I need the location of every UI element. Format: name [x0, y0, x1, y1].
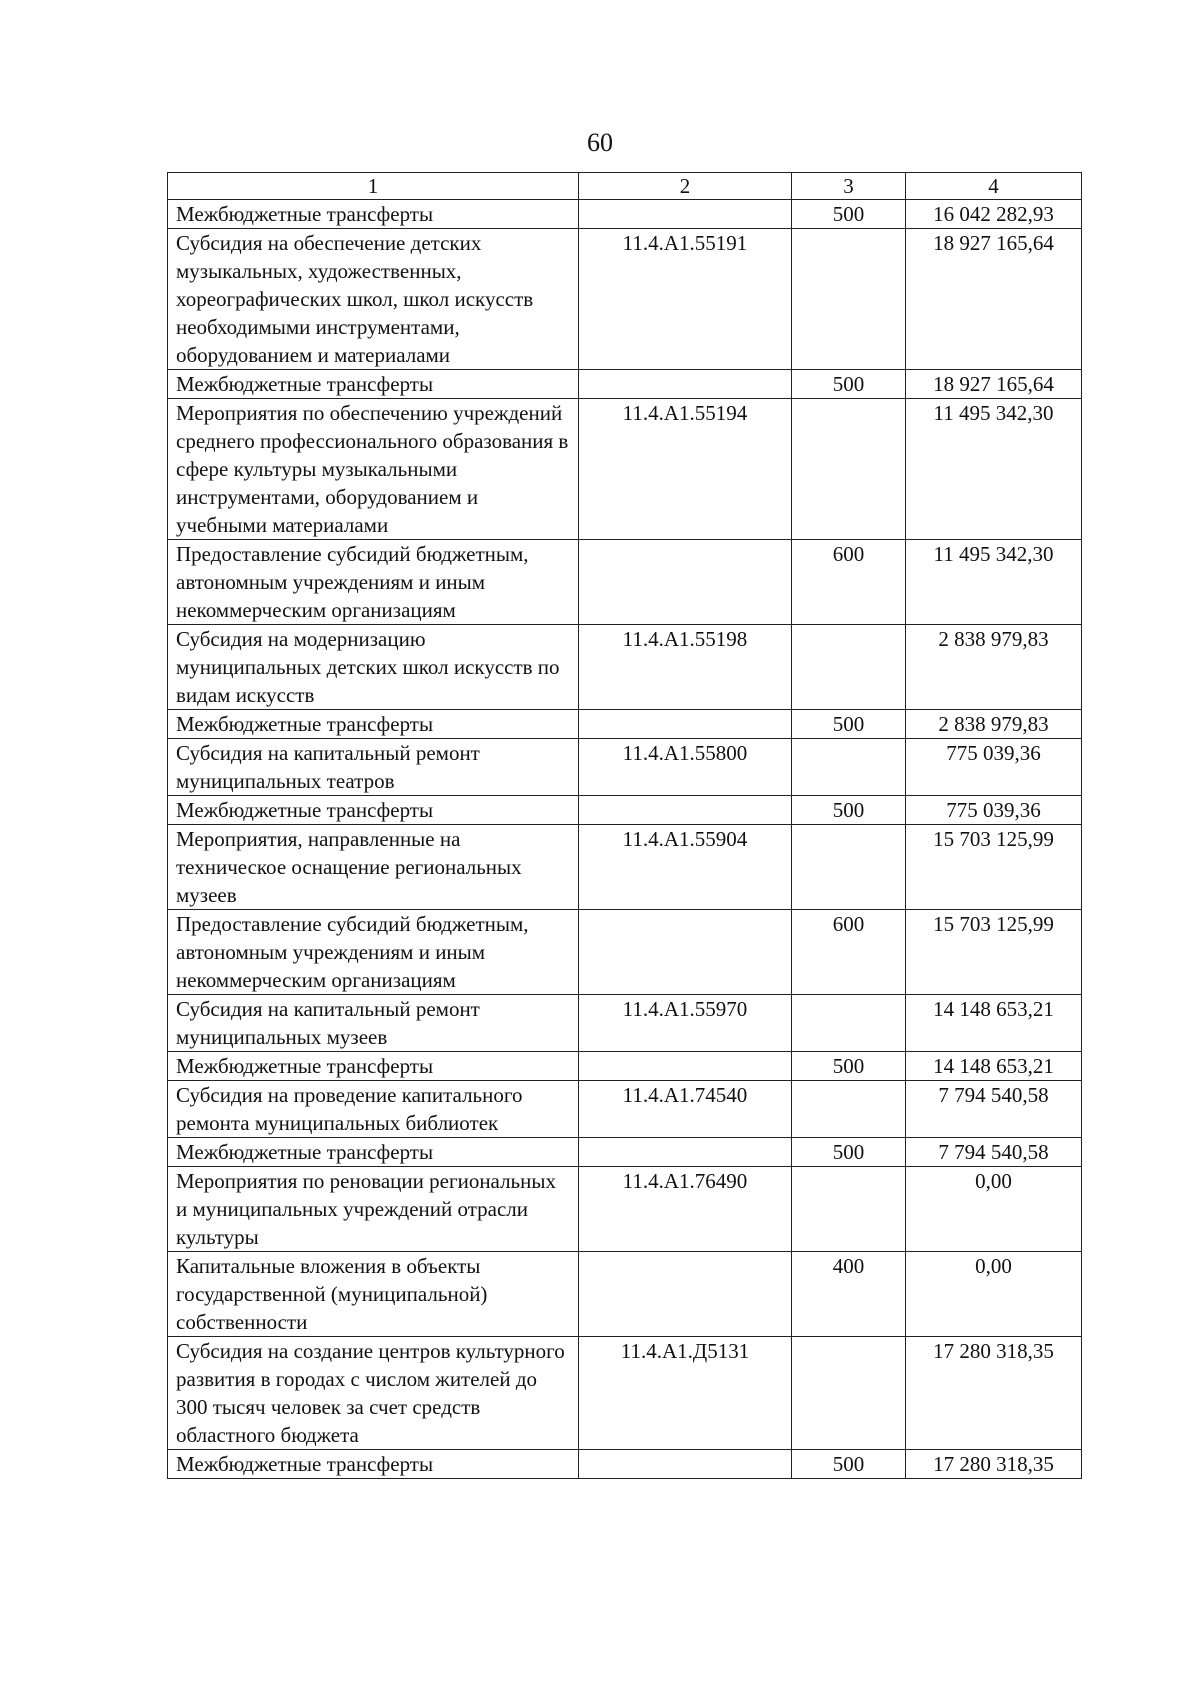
row-type-cell [792, 995, 906, 1052]
row-type-cell: 600 [792, 540, 906, 625]
row-type-cell [792, 1167, 906, 1252]
table-row [168, 229, 1082, 370]
row-name-cell: Мероприятия, направленные на техническое оснащение региональных музеев [168, 825, 579, 910]
row-amount-cell: 775 039,36 [906, 739, 1082, 796]
row-code-cell [579, 710, 792, 739]
row-type-cell [792, 625, 906, 710]
row-amount-cell: 2 838 979,83 [906, 710, 1082, 739]
table-row [168, 1337, 1082, 1450]
row-amount-cell: 17 280 318,35 [906, 1450, 1082, 1479]
page-number: 60 [587, 128, 613, 157]
table-row [168, 710, 1082, 739]
row-name-cell: Субсидия на капитальный ремонт муниципальных театров [168, 739, 579, 796]
row-name-cell: Межбюджетные трансферты [168, 1138, 579, 1167]
table-row [168, 1167, 1082, 1252]
table-row [168, 540, 1082, 625]
row-type-cell: 500 [792, 710, 906, 739]
table-row [168, 1052, 1082, 1081]
row-type-cell: 600 [792, 910, 906, 995]
row-name-cell: Капитальные вложения в объекты государственной (муниципальной) собственности [168, 1252, 579, 1337]
table-row [168, 1252, 1082, 1337]
row-code-cell [579, 910, 792, 995]
table-row [168, 995, 1082, 1052]
row-code-cell [579, 540, 792, 625]
row-amount-cell: 11 495 342,30 [906, 540, 1082, 625]
table-row [168, 796, 1082, 825]
row-amount-cell: 15 703 125,99 [906, 825, 1082, 910]
column-header-1: 1 [168, 173, 579, 200]
row-code-cell: 11.4.А1.76490 [579, 1167, 792, 1252]
table-row [168, 1138, 1082, 1167]
row-name-cell: Субсидия на обеспечение детских музыкальных, художественных, хореографических школ, школ искусств необходимыми инструментами, оборудованием и материалами [168, 229, 579, 370]
row-amount-cell: 15 703 125,99 [906, 910, 1082, 995]
row-type-cell: 500 [792, 796, 906, 825]
row-amount-cell: 2 838 979,83 [906, 625, 1082, 710]
row-name-cell: Субсидия на модернизацию муниципальных детских школ искусств по видам искусств [168, 625, 579, 710]
table-row [168, 1081, 1082, 1138]
row-amount-cell: 14 148 653,21 [906, 995, 1082, 1052]
row-type-cell [792, 739, 906, 796]
row-type-cell [792, 1337, 906, 1450]
row-code-cell: 11.4.А1.55194 [579, 399, 792, 540]
row-amount-cell: 0,00 [906, 1252, 1082, 1337]
row-name-cell: Межбюджетные трансферты [168, 200, 579, 229]
row-code-cell: 11.4.А1.55198 [579, 625, 792, 710]
row-code-cell: 11.4.А1.Д5131 [579, 1337, 792, 1450]
header-row [168, 173, 1082, 200]
row-name-cell: Межбюджетные трансферты [168, 710, 579, 739]
table-row [168, 739, 1082, 796]
row-name-cell: Межбюджетные трансферты [168, 1052, 579, 1081]
budget-table [167, 172, 1082, 1479]
row-amount-cell: 17 280 318,35 [906, 1337, 1082, 1450]
column-header-2: 2 [579, 173, 792, 200]
row-amount-cell: 0,00 [906, 1167, 1082, 1252]
row-type-cell: 500 [792, 1138, 906, 1167]
row-code-cell [579, 1252, 792, 1337]
table-body [168, 200, 1082, 1479]
row-code-cell: 11.4.А1.74540 [579, 1081, 792, 1138]
table-row [168, 825, 1082, 910]
row-type-cell: 500 [792, 1052, 906, 1081]
row-name-cell: Предоставление субсидий бюджетным, автономным учреждениям и иным некоммерческим организациям [168, 910, 579, 995]
table-row [168, 910, 1082, 995]
row-name-cell: Субсидия на создание центров культурного развития в городах с числом жителей до 300 тысяч человек за счет средств областного бюджета [168, 1337, 579, 1450]
row-type-cell: 500 [792, 200, 906, 229]
row-name-cell: Межбюджетные трансферты [168, 1450, 579, 1479]
row-code-cell [579, 370, 792, 399]
row-type-cell: 400 [792, 1252, 906, 1337]
row-name-cell: Мероприятия по обеспечению учреждений среднего профессионального образования в сфере культуры музыкальными инструментами, оборудованием и учебными материалами [168, 399, 579, 540]
table-row [168, 625, 1082, 710]
column-header-4: 4 [906, 173, 1082, 200]
row-code-cell: 11.4.А1.55904 [579, 825, 792, 910]
row-code-cell [579, 200, 792, 229]
row-code-cell: 11.4.А1.55191 [579, 229, 792, 370]
row-code-cell: 11.4.А1.55970 [579, 995, 792, 1052]
row-type-cell: 500 [792, 370, 906, 399]
row-name-cell: Межбюджетные трансферты [168, 796, 579, 825]
row-amount-cell: 14 148 653,21 [906, 1052, 1082, 1081]
row-type-cell: 500 [792, 1450, 906, 1479]
row-amount-cell: 16 042 282,93 [906, 200, 1082, 229]
row-name-cell: Мероприятия по реновации региональных и муниципальных учреждений отрасли культуры [168, 1167, 579, 1252]
row-type-cell [792, 399, 906, 540]
row-code-cell [579, 1052, 792, 1081]
row-type-cell [792, 229, 906, 370]
table-row [168, 200, 1082, 229]
row-amount-cell: 7 794 540,58 [906, 1138, 1082, 1167]
row-amount-cell: 7 794 540,58 [906, 1081, 1082, 1138]
row-type-cell [792, 825, 906, 910]
row-amount-cell: 775 039,36 [906, 796, 1082, 825]
table-row [168, 370, 1082, 399]
row-code-cell [579, 796, 792, 825]
row-amount-cell: 11 495 342,30 [906, 399, 1082, 540]
row-type-cell [792, 1081, 906, 1138]
row-name-cell: Межбюджетные трансферты [168, 370, 579, 399]
row-code-cell [579, 1450, 792, 1479]
row-code-cell: 11.4.А1.55800 [579, 739, 792, 796]
row-name-cell: Субсидия на капитальный ремонт муниципальных музеев [168, 995, 579, 1052]
table-row [168, 399, 1082, 540]
row-code-cell [579, 1138, 792, 1167]
row-name-cell: Субсидия на проведение капитального ремонта муниципальных библиотек [168, 1081, 579, 1138]
table-row [168, 1450, 1082, 1479]
row-amount-cell: 18 927 165,64 [906, 370, 1082, 399]
row-name-cell: Предоставление субсидий бюджетным, автономным учреждениям и иным некоммерческим организациям [168, 540, 579, 625]
row-amount-cell: 18 927 165,64 [906, 229, 1082, 370]
column-header-3: 3 [792, 173, 906, 200]
